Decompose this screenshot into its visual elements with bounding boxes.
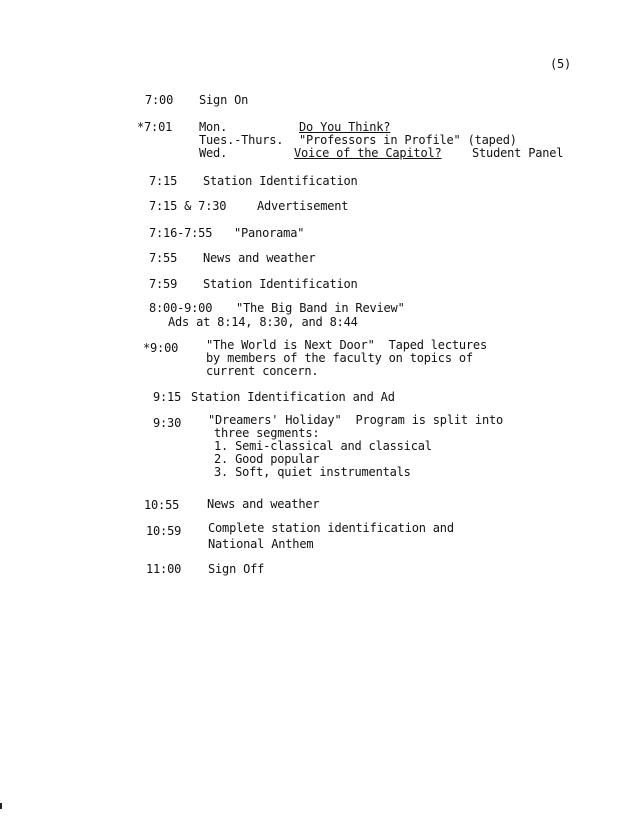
entry-world-next-door-line-1: "The World is Next Door" Taped lectures <box>206 338 487 352</box>
entry-panorama: "Panorama" <box>234 226 305 240</box>
program-note-student-panel: Student Panel <box>472 146 564 160</box>
day-tues-thurs: Tues.-Thurs. <box>199 133 284 147</box>
entry-sign-on: Sign On <box>199 93 249 107</box>
segment-3: 3. Soft, quiet instrumentals <box>214 465 411 479</box>
entry-station-id-and-ad: Station Identification and Ad <box>191 390 395 404</box>
entry-dreamers-holiday-line-1: "Dreamers' Holiday" Program is split into <box>208 413 504 427</box>
entry-sign-off: Sign Off <box>208 562 265 576</box>
time-11-00: 11:00 <box>146 562 182 576</box>
time-7-16-7-55: 7:16-7:55 <box>149 226 213 240</box>
entry-station-identification-2: Station Identification <box>203 277 358 291</box>
entry-station-id-anthem-line-1: Complete station identification and <box>208 521 454 535</box>
time-7-15: 7:15 <box>149 174 178 188</box>
time-7-59: 7:59 <box>149 277 178 291</box>
time-9-15: 9:15 <box>153 390 182 404</box>
time-7-15-and-7-30: 7:15 & 7:30 <box>149 199 227 213</box>
program-voice-of-the-capitol: Voice of the Capitol? <box>294 146 442 160</box>
entry-advertisement: Advertisement <box>257 199 349 213</box>
entry-news-and-weather-2: News and weather <box>207 497 320 511</box>
time-10-59: 10:59 <box>146 524 182 538</box>
time-9-00: *9:00 <box>143 341 179 355</box>
entry-world-next-door-line-3: current concern. <box>206 364 319 378</box>
program-professors-in-profile: "Professors in Profile" (taped) <box>299 133 517 147</box>
time-7-01: *7:01 <box>137 120 173 134</box>
program-do-you-think: Do You Think? <box>299 120 391 134</box>
page-number: (5) <box>550 57 572 71</box>
entry-dreamers-holiday-line-2: three segments: <box>214 426 320 440</box>
entry-world-next-door-line-2: by members of the faculty on topics of <box>206 351 473 365</box>
time-7-55: 7:55 <box>149 251 178 265</box>
entry-big-band-ads: Ads at 8:14, 8:30, and 8:44 <box>168 315 358 329</box>
scan-edge-mark <box>0 803 2 809</box>
entry-news-and-weather-1: News and weather <box>203 251 316 265</box>
entry-big-band-in-review: "The Big Band in Review" <box>236 301 405 315</box>
segment-1: 1. Semi-classical and classical <box>214 439 432 453</box>
day-mon: Mon. <box>199 120 228 134</box>
time-9-30: 9:30 <box>153 416 182 430</box>
segment-2: 2. Good popular <box>214 452 320 466</box>
entry-station-id-anthem-line-2: National Anthem <box>208 537 314 551</box>
entry-station-identification-1: Station Identification <box>203 174 358 188</box>
time-8-00-9-00: 8:00-9:00 <box>149 301 213 315</box>
time-7-00: 7:00 <box>145 93 174 107</box>
time-10-55: 10:55 <box>144 498 180 512</box>
day-wed: Wed. <box>199 146 228 160</box>
